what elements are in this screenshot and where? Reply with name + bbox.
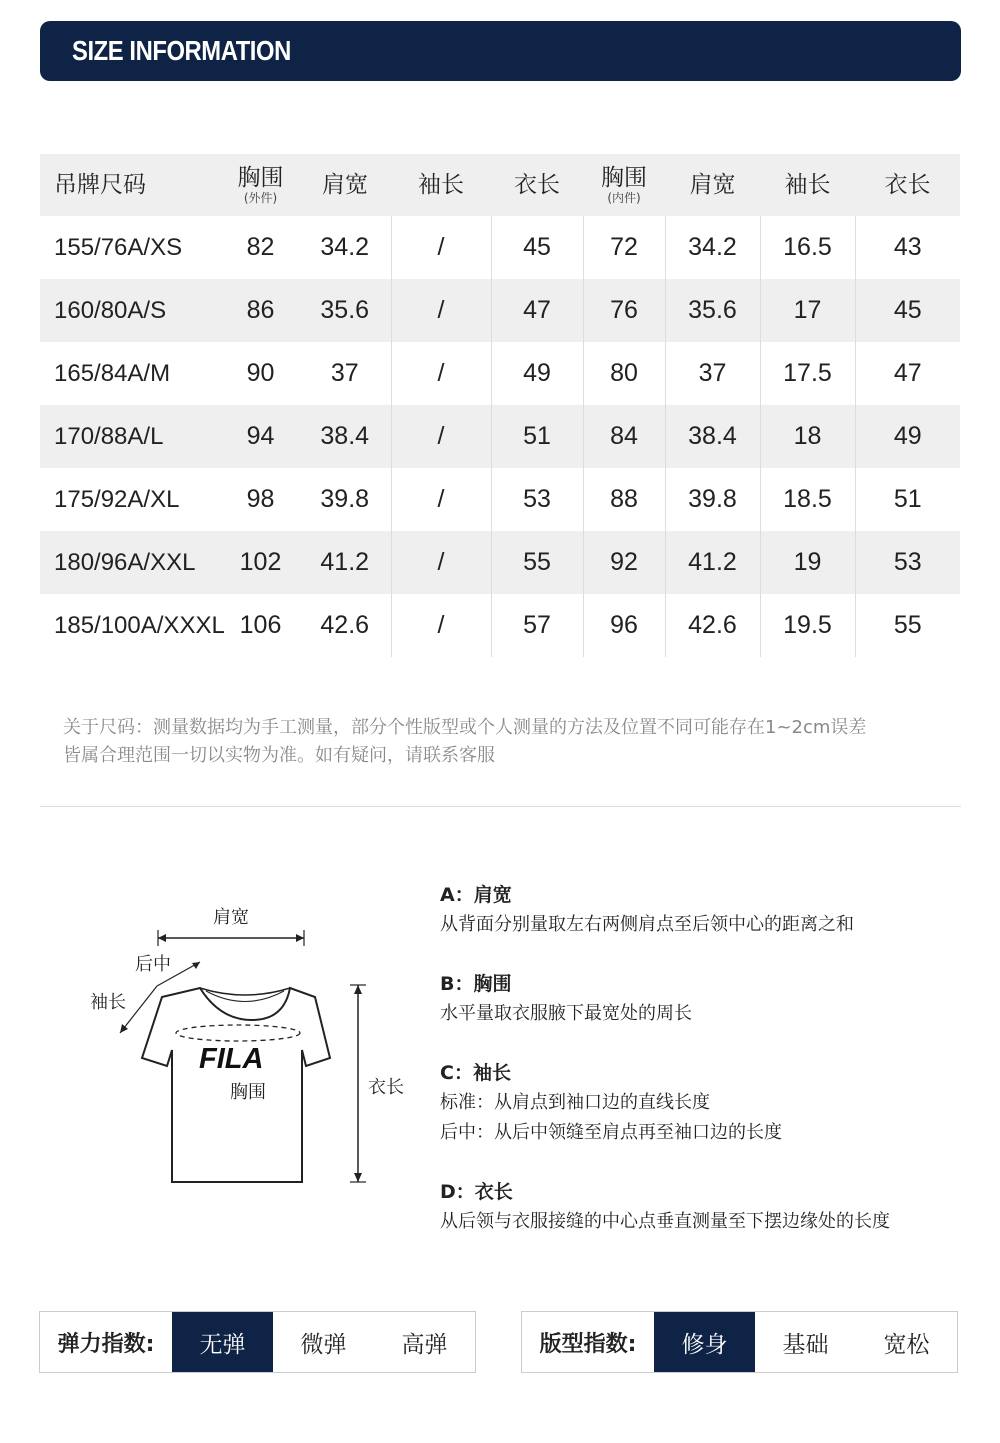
fit-option: 宽松 — [883, 1331, 930, 1358]
spec-title: D：衣长 — [440, 1181, 513, 1203]
fila-logo: FILA — [199, 1043, 264, 1075]
column-header — [665, 154, 760, 216]
table-cell: 51 — [893, 485, 922, 513]
table-header-row — [40, 154, 960, 216]
table-cell: 34.2 — [299, 216, 391, 279]
note-line-2: 皆属合理范围一切以实物为准。如有疑问，请联系客服 — [63, 745, 495, 766]
table-row — [40, 405, 960, 468]
table-cell: 49 — [491, 342, 583, 405]
table-cell: 102 — [222, 531, 299, 594]
spec-item — [440, 880, 980, 940]
table-cell: 55 — [491, 531, 583, 594]
elasticity-label: 弹力指数: — [57, 1331, 155, 1357]
table-cell: / — [391, 468, 491, 531]
size-label-cell: 160/80A/S — [40, 279, 222, 342]
shoulder-label: 肩宽 — [213, 907, 249, 928]
table-cell: 34.2 — [665, 216, 760, 279]
table-cell: 42.6 — [665, 594, 760, 657]
spec-item — [440, 969, 980, 1029]
table-cell: 96 — [583, 594, 665, 657]
spec-description: 从后领与衣服接缝的中心点垂直测量至下摆边缘处的长度 — [440, 1211, 890, 1232]
column-header-label: 衣长 — [514, 171, 560, 198]
size-info-banner — [40, 21, 961, 81]
table-cell: 82 — [246, 233, 275, 261]
spec-description: 从背面分别量取左右两侧肩点至后领中心的距离之和 — [440, 914, 854, 935]
table-cell: 17 — [760, 279, 855, 342]
size-label-cell: 170/88A/L — [40, 405, 222, 468]
table-cell: 38.4 — [665, 405, 760, 468]
measurement-specs — [440, 880, 980, 1266]
table-cell: / — [391, 594, 491, 657]
table-cell: 92 — [583, 531, 665, 594]
column-header-label: 衣长 — [884, 171, 931, 198]
spec-description: 后中：从后中领缝至肩点再至袖口边的长度 — [440, 1122, 782, 1143]
spec-description: 水平量取衣服腋下最宽处的周长 — [440, 1003, 692, 1024]
fit-index — [521, 1311, 958, 1373]
table-cell: 86 — [222, 279, 299, 342]
table-cell: 16.5 — [760, 216, 855, 279]
table-row — [40, 468, 960, 531]
table-cell: 51 — [491, 405, 583, 468]
table-cell: 39.8 — [299, 468, 391, 531]
table-cell: / — [391, 405, 491, 468]
tshirt-measure-diagram — [80, 890, 420, 1210]
table-body — [40, 216, 960, 657]
fit-option: 修身 — [654, 1312, 755, 1372]
sleeve-label: 袖长 — [90, 992, 126, 1013]
table-cell: 38.4 — [299, 405, 391, 468]
table-cell: 72 — [583, 216, 665, 279]
table-cell: 53 — [855, 531, 960, 594]
spec-title: A：肩宽 — [440, 884, 512, 906]
size-note — [63, 714, 963, 770]
column-header — [760, 154, 855, 216]
table-cell: 39.8 — [665, 468, 760, 531]
size-label-cell: 155/76A/XS — [54, 233, 183, 261]
column-header — [855, 154, 960, 216]
spec-title: C：袖长 — [440, 1062, 511, 1084]
table-cell: 98 — [246, 485, 275, 513]
table-cell: 94 — [222, 405, 299, 468]
table-cell: 53 — [491, 468, 583, 531]
table-cell: 76 — [583, 279, 665, 342]
size-label-cell: 180/96A/XXL — [40, 531, 222, 594]
spec-title: B：胸围 — [440, 973, 512, 995]
banner-title: SIZE INFORMATION — [72, 35, 291, 66]
column-header-label: 吊牌尺码 — [54, 171, 146, 198]
table-cell: 18.5 — [760, 468, 855, 531]
elasticity-option: 无弹 — [172, 1312, 273, 1372]
table-cell: 43 — [893, 233, 922, 261]
table-cell: 41.2 — [299, 531, 391, 594]
table-cell: 35.6 — [299, 279, 391, 342]
table-cell: 47 — [893, 359, 922, 387]
table-cell: / — [391, 342, 491, 405]
fit-label: 版型指数: — [539, 1331, 637, 1357]
column-header — [299, 154, 391, 216]
size-label-cell: 175/92A/XL — [54, 485, 180, 513]
table-cell: 88 — [583, 468, 665, 531]
table-cell: 17.5 — [760, 342, 855, 405]
spec-description: 标准：从肩点到袖口边的直线长度 — [440, 1092, 710, 1113]
table-cell: 45 — [491, 216, 583, 279]
column-header — [391, 154, 491, 216]
column-header — [40, 154, 222, 216]
back-center-label: 后中 — [135, 954, 171, 975]
table-cell: 49 — [855, 405, 960, 468]
fit-option: 基础 — [782, 1331, 829, 1358]
column-header-sub: (内件) — [607, 190, 641, 205]
column-header — [583, 154, 665, 216]
table-cell: 41.2 — [665, 531, 760, 594]
table-cell: 19 — [760, 531, 855, 594]
table-cell: 55 — [893, 611, 922, 639]
column-header-sub: (外件) — [243, 190, 278, 205]
column-header-label: 袖长 — [418, 171, 464, 198]
divider — [40, 806, 961, 807]
table-row — [40, 216, 960, 279]
table-cell: 42.6 — [299, 594, 391, 657]
table-cell: 57 — [491, 594, 583, 657]
table-cell: 106 — [239, 611, 282, 639]
chest-label: 胸围 — [230, 1082, 266, 1103]
size-label-cell: 185/100A/XXXL — [54, 611, 225, 639]
table-cell: / — [391, 531, 491, 594]
column-header-label: 肩宽 — [322, 171, 368, 198]
size-table — [40, 154, 960, 657]
elasticity-option: 微弹 — [300, 1331, 347, 1358]
length-label: 衣长 — [368, 1077, 404, 1098]
note-line-1: 关于尺码：测量数据均为手工测量，部分个性版型或个人测量的方法及位置不同可能存在1~2cm误差 — [63, 717, 867, 738]
size-label-cell: 165/84A/M — [54, 359, 171, 387]
table-row — [40, 594, 960, 657]
table-cell: 45 — [855, 279, 960, 342]
column-header-label: 胸围 — [237, 164, 284, 191]
column-header — [491, 154, 583, 216]
table-cell: 80 — [583, 342, 665, 405]
table-cell: / — [391, 279, 491, 342]
table-cell: 19.5 — [760, 594, 855, 657]
column-header-label: 袖长 — [784, 171, 831, 198]
spec-item — [440, 1177, 980, 1237]
table-cell: 37 — [665, 342, 760, 405]
elasticity-option: 高弹 — [401, 1331, 448, 1358]
column-header-label: 肩宽 — [689, 171, 736, 198]
table-cell: 37 — [299, 342, 391, 405]
table-cell: / — [391, 216, 491, 279]
table-cell: 90 — [246, 359, 275, 387]
tshirt-illustration — [80, 890, 420, 1210]
table-cell: 47 — [491, 279, 583, 342]
spec-item — [440, 1058, 980, 1148]
table-cell: 18 — [760, 405, 855, 468]
column-header-label: 胸围 — [601, 164, 647, 191]
table-row — [40, 342, 960, 405]
table-cell: 35.6 — [665, 279, 760, 342]
table-row — [40, 531, 960, 594]
column-header — [222, 154, 299, 216]
table-cell: 84 — [583, 405, 665, 468]
table-row — [40, 279, 960, 342]
elasticity-index — [39, 1311, 476, 1373]
